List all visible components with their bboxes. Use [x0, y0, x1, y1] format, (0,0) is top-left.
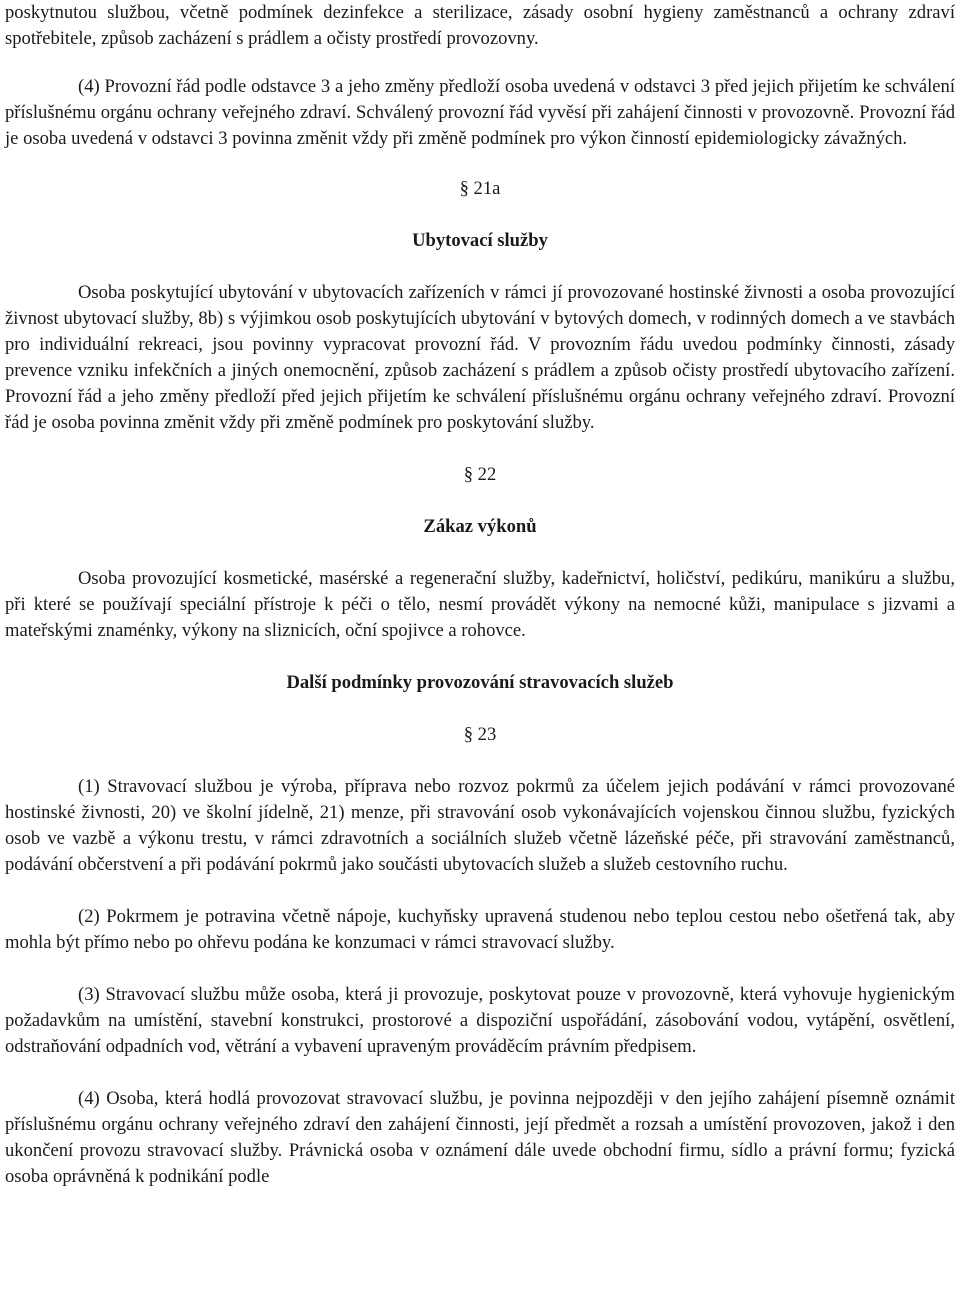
- section-21a-title: Ubytovací služby: [412, 230, 548, 251]
- section-22-text: Osoba provozující kosmetické, masérské a regenerační služby, kadeřnictví, holičství, pedikúru, manikúru a službu, při které se používají speciální přístroje k péči o tělo, nesmí provádět výkony na nemocné kůži, manipulace s jizvami a mateřskými znaménky, výkony na sliznicích, oční spojivce a rohovce.: [5, 568, 955, 641]
- paragraph-4-approval: (4) Provozní řád podle odstavce 3 a jeho změny předloží osoba uvedená v odstavci 3 před jejich přijetím ke schválení příslušnému orgánu ochrany veřejného zdraví. Schválený provozní řád vyvěsí při zahájení činnosti v provozovně. Provozní řád je osoba uvedená v odstavci 3 povinna změnit vždy při změně podmínek pro výkon činností epidemiologicky závažných.: [5, 76, 955, 149]
- spacer: [5, 956, 955, 982]
- spacer: [5, 540, 955, 566]
- spacer: [5, 254, 955, 280]
- section-21a-text: Osoba poskytující ubytování v ubytovacích zařízeních v rámci jí provozované hostinské živnosti a osoba provozující živnost ubytovací služby, 8b) s výjimkou osob poskytujících ubytování v bytových domech, v rodinných domech a ve stavbách pro individuální rekreaci, jsou povinny vypracovat provozní řád. V provozním řádu uvedou podmínky činnosti, zásady prevence vzniku infekčních a jiných onemocnění, způsob zacházení s prádlem a způsob očisty prostředí ubytovacího zařízení. Provozní řád a jeho změny předloží před jejich přijetím ke schválení příslušnému orgánu ochrany veřejného zdraví. Provozní řád je osoba povinna změnit vždy při změně podmínek pro poskytování služby.: [5, 282, 955, 433]
- section-23-paragraph-4: (4) Osoba, která hodlá provozovat stravovací službu, je povinna nejpozději v den jejího zahájení písemně oznámit příslušnému orgánu ochrany veřejného zdraví den zahájení činnosti, její předmět a rozsah a umístění provozoven, jakož i den ukončení provozu stravovací služby. Právnická osoba v oznámení dále uvede obchodní firmu, sídlo a právní formu; fyzická osoba oprávněná k podnikání podle: [5, 1088, 955, 1187]
- spacer: [5, 748, 955, 774]
- section-23-number: § 23: [463, 724, 497, 745]
- spacer: [5, 152, 955, 176]
- intro-paragraph-continuation: poskytnutou službou, včetně podmínek dezinfekce a sterilizace, zásady osobní hygieny zaměstnanců a ochrany zdraví spotřebitele, způsob zacházení s prádlem a očisty prostředí provozovny.: [5, 2, 955, 49]
- section-22-number: § 22: [463, 464, 497, 485]
- section-22-title: Zákaz výkonů: [423, 516, 537, 537]
- spacer: [5, 202, 955, 228]
- section-23-paragraph-3: (3) Stravovací službu může osoba, která ji provozuje, poskytovat pouze v provozovně, která vyhovuje hygienickým požadavkům na umístění, stavební konstrukci, prostorové a dispoziční uspořádání, zásobování vodou, vytápění, osvětlení, odstraňování odpadních vod, větrání a vybavení upraveným prováděcím právním předpisem.: [5, 984, 955, 1057]
- spacer: [5, 488, 955, 514]
- spacer: [5, 696, 955, 722]
- spacer: [5, 436, 955, 462]
- document-page: [5, 0, 955, 1190]
- section-21a-number: § 21a: [459, 178, 501, 199]
- spacer: [5, 878, 955, 904]
- subheading-catering: Další podmínky provozování stravovacích služeb: [286, 672, 674, 693]
- spacer: [5, 1060, 955, 1086]
- section-23-paragraph-2: (2) Pokrmem je potravina včetně nápoje, kuchyňsky upravená studenou nebo teplou cestou nebo ošetřená tak, aby mohla být přímo nebo po ohřevu podána ke konzumaci v rámci stravovací služby.: [5, 906, 955, 953]
- section-23-paragraph-1: (1) Stravovací službou je výroba, příprava nebo rozvoz pokrmů za účelem jejich podávání v rámci provozované hostinské živnosti, 20) ve školní jídelně, 21) menze, při stravování osob vykonávajících vojenskou činnou službu, fyzických osob ve vazbě a výkonu trestu, v rámci zdravotních a sociálních služeb včetně lázeňské péče, při stravování zaměstnanců, podávání občerstvení a při podávání pokrmů jako součásti ubytovacích služeb a služeb cestovního ruchu.: [5, 776, 955, 875]
- spacer: [5, 644, 955, 670]
- spacer: [5, 52, 955, 74]
